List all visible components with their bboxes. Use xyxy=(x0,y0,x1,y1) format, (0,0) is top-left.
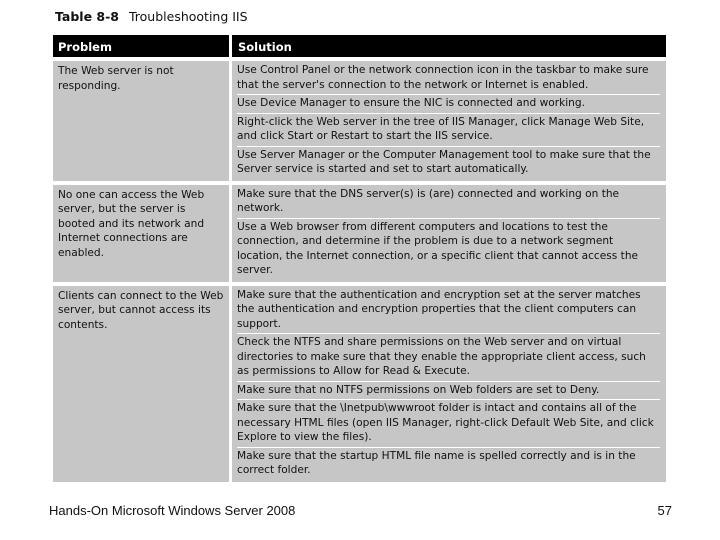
troubleshooting-table xyxy=(53,35,666,482)
header-problem: Problem xyxy=(58,40,112,54)
table-row xyxy=(53,185,666,282)
solution-item: Use Control Panel or the network connection icon in the taskbar to make sure that the server's connection to the network or Internet is enabled. xyxy=(237,64,649,91)
solution-item: Check the NTFS and share permissions on the Web server and on virtual directories to make sure that they enable the appropriate client access, such as permissions to Allow for Read & Execute. xyxy=(237,333,660,381)
solution-item: Make sure that the startup HTML file name is spelled correctly and is in the correct folder. xyxy=(237,447,660,480)
solution-cell xyxy=(232,185,666,282)
solution-item: Make sure that the DNS server(s) is (are) connected and working on the network. xyxy=(237,187,620,214)
problem-cell: Clients can connect to the Web server, but cannot access its contents. xyxy=(53,286,229,482)
solution-cell xyxy=(232,286,666,482)
table-header xyxy=(53,35,666,57)
table-caption xyxy=(55,9,248,24)
table-row xyxy=(53,61,666,181)
page-number: 57 xyxy=(657,503,672,518)
footer-book-title: Hands-On Microsoft Windows Server 2008 xyxy=(49,503,296,518)
table-number: Table 8-8 xyxy=(55,9,119,24)
table-row xyxy=(53,286,666,482)
solution-cell xyxy=(232,61,666,181)
solution-item: Use a Web browser from different computers and locations to test the connection, and determine if the problem is due to a network segment location, the Internet connection, or a specific client that cannot access the server. xyxy=(237,218,660,280)
solution-item: Use Device Manager to ensure the NIC is connected and working. xyxy=(237,94,660,113)
problem-cell: No one can access the Web server, but the server is booted and its network and Internet connections are enabled. xyxy=(53,185,229,282)
solution-item: Use Server Manager or the Computer Management tool to make sure that the Server service is started and set to start automatically. xyxy=(237,146,660,179)
problem-cell: The Web server is not responding. xyxy=(53,61,229,181)
solution-item: Right-click the Web server in the tree of IIS Manager, click Manage Web Site, and click Start or Restart to start the IIS service. xyxy=(237,113,660,146)
table-title: Troubleshooting IIS xyxy=(128,9,248,24)
header-solution: Solution xyxy=(229,35,666,57)
solution-item: Make sure that no NTFS permissions on Web folders are set to Deny. xyxy=(237,381,660,400)
solution-item: Make sure that the \Inetpub\wwwroot folder is intact and contains all of the necessary HTML files (open IIS Manager, right-click Default Web Site, and click Explore to view the files). xyxy=(237,399,660,447)
solution-item: Make sure that the authentication and encryption set at the server matches the authentication and encryption properties that the client computers can support. xyxy=(237,288,641,330)
